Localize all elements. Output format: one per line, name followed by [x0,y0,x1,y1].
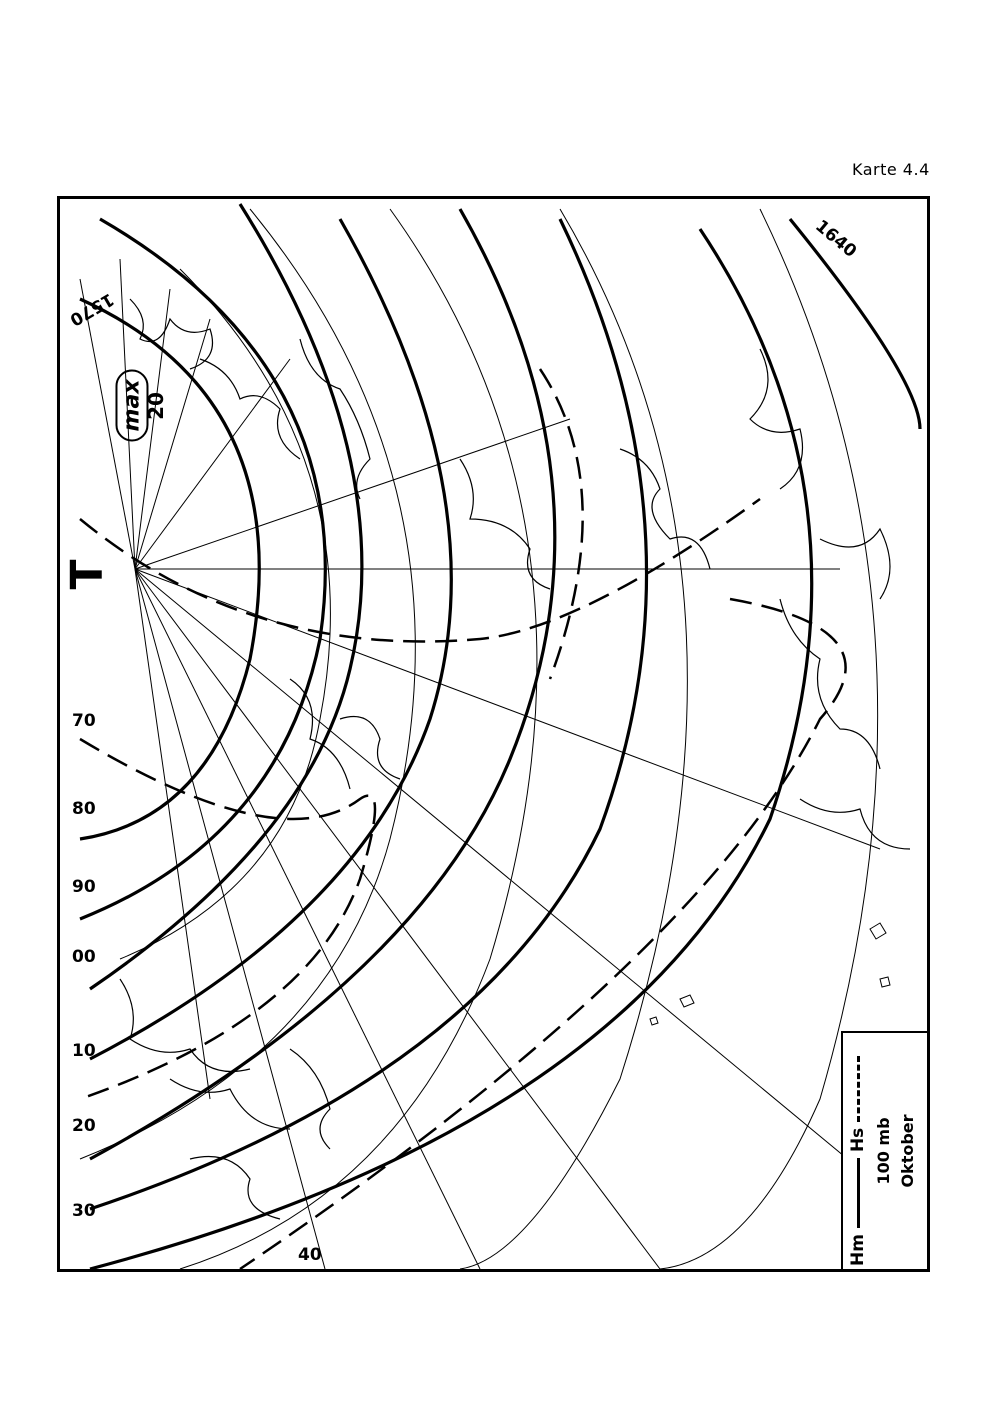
legend-month: Oktober [897,1114,917,1188]
low-center-marker: T [61,559,113,590]
hs-lines [80,369,846,1269]
legend-hm-line [857,1158,860,1228]
islands [650,923,890,1025]
contour-label-40: 40 [298,1245,322,1265]
contour-label-80: 80 [72,799,96,819]
latitude-circles [80,209,878,1269]
legend-level: 100 mb [873,1117,893,1185]
contour-label-70: 70 [72,711,96,731]
contour-label-10: 10 [72,1041,96,1061]
contour-label-00: 00 [72,947,96,967]
contour-label-20: 20 [72,1116,96,1136]
legend-hm-label: Hm [848,1234,868,1266]
legend-row-lines [845,1036,871,1266]
contour-label-1570: 1570 [66,288,118,330]
max-value: 20 [143,392,168,420]
contour-label-90: 90 [72,877,96,897]
legend [841,1031,927,1269]
isoline-map [60,199,927,1269]
legend-hs-line [857,1056,860,1122]
contour-label-30: 30 [72,1201,96,1221]
map-frame [57,196,930,1272]
contour-label-1640: 1640 [811,216,861,262]
legend-hs-label: Hs [848,1127,868,1153]
hm-isohypses [80,204,920,1269]
coastlines [120,299,910,1219]
page-title: Karte 4.4 [852,160,930,179]
max-label: max [115,370,148,442]
